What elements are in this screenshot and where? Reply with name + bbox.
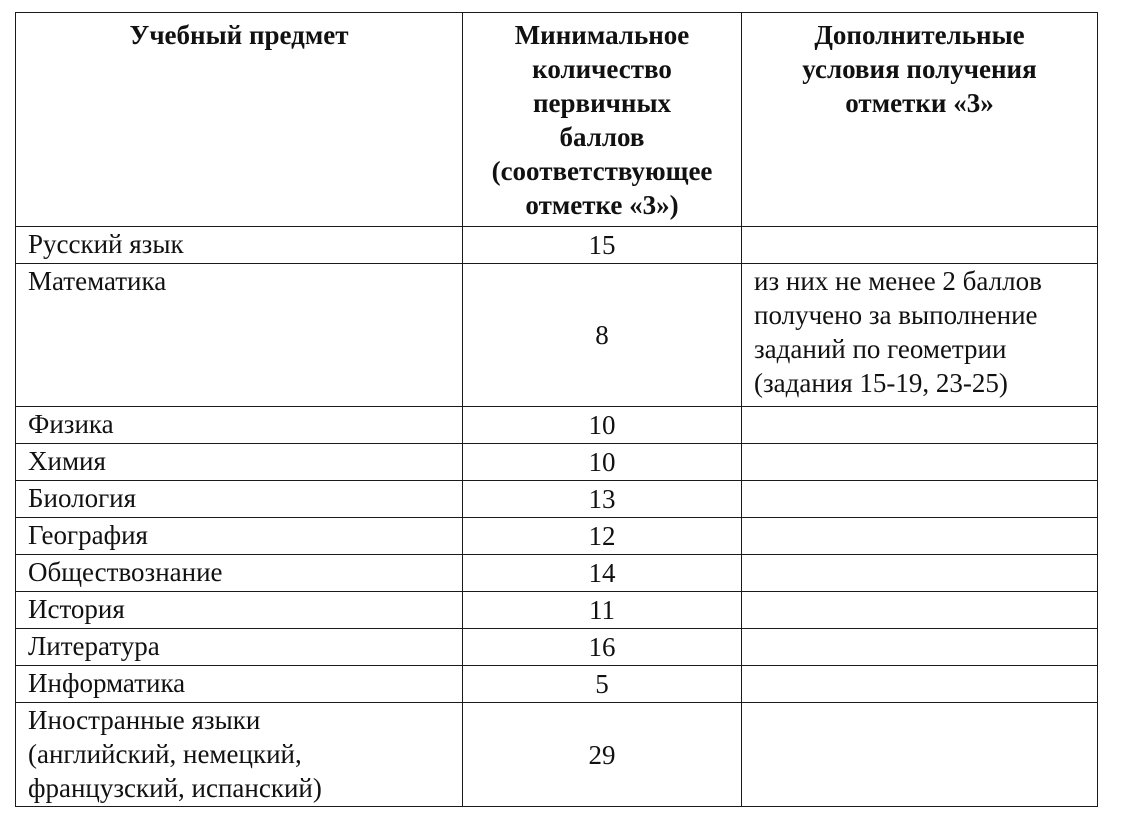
conditions-cell: [742, 518, 1098, 555]
min-score-value: 13: [588, 484, 616, 514]
conditions-cell: [742, 481, 1098, 518]
table-row: [16, 629, 1098, 666]
min-score-value: 29: [588, 739, 616, 770]
subject-name: Иностранные языки: [28, 705, 261, 735]
min-score-value: 14: [588, 558, 616, 588]
subject-name: французский, испанский): [28, 773, 322, 803]
subject-cell: [16, 703, 463, 807]
conditions-cell: [742, 407, 1098, 444]
table-row: [16, 407, 1098, 444]
min-score-value: 11: [589, 595, 615, 625]
table-header: [16, 13, 1098, 227]
subject-name: Физика: [28, 409, 114, 439]
header-min-score-line: отметке «3»): [525, 190, 679, 220]
header-min-score-line: Минимальное: [514, 20, 690, 50]
subject-name: География: [28, 520, 148, 550]
subject-cell: [16, 629, 463, 666]
header-conditions-line: отметки «3»: [845, 88, 994, 118]
subject-cell: [16, 592, 463, 629]
subject-name: (английский, немецкий,: [28, 739, 302, 769]
condition-text: получено за выполнение: [754, 300, 1038, 330]
conditions-cell: [742, 555, 1098, 592]
conditions-cell: [742, 703, 1098, 807]
subject-cell: [16, 666, 463, 703]
min-score-value: 12: [588, 521, 616, 551]
header-conditions-line: Дополнительные: [814, 20, 1025, 50]
min-score-cell: [463, 592, 742, 629]
min-score-cell: [463, 481, 742, 518]
min-score-cell: [463, 555, 742, 592]
table-row: [16, 666, 1098, 703]
condition-text: из них не менее 2 баллов: [754, 266, 1042, 296]
header-min-score-line: (соответствующее: [491, 156, 713, 186]
min-score-value: 16: [588, 632, 616, 662]
table-row: [16, 703, 1098, 807]
conditions-cell: [742, 592, 1098, 629]
grades-table: [15, 12, 1098, 807]
min-score-cell: [463, 444, 742, 481]
subject-cell: [16, 518, 463, 555]
min-score-value: 15: [588, 230, 616, 260]
conditions-cell: [742, 666, 1098, 703]
min-score-cell: [463, 629, 742, 666]
subject-cell: [16, 444, 463, 481]
subject-name: История: [28, 594, 125, 624]
header-min-score-line: первичных: [532, 88, 672, 118]
table-row: [16, 555, 1098, 592]
subject-name: Информатика: [28, 668, 186, 698]
min-score-cell: [463, 518, 742, 555]
header-conditions: [742, 13, 1098, 227]
min-score-value: 10: [588, 447, 616, 477]
subject-cell: [16, 227, 463, 264]
min-score-value: 5: [595, 669, 609, 699]
conditions-cell: [742, 227, 1098, 264]
min-score-cell: [463, 703, 742, 807]
subject-cell: [16, 555, 463, 592]
subject-cell: [16, 481, 463, 518]
subject-cell: [16, 407, 463, 444]
condition-text: заданий по геометрии: [754, 334, 1007, 364]
min-score-cell: [463, 666, 742, 703]
table-row: [16, 592, 1098, 629]
header-min-score-line: количество: [532, 54, 672, 84]
subject-name: Химия: [28, 446, 106, 476]
table-row: [16, 227, 1098, 264]
table-row: [16, 444, 1098, 481]
min-score-cell: [463, 407, 742, 444]
subject-name: Математика: [28, 266, 167, 296]
min-score-cell: [463, 227, 742, 264]
subject-name: Обществознание: [28, 557, 223, 587]
header-conditions-line: условия получения: [802, 54, 1037, 84]
header-subject-label: Учебный предмет: [129, 20, 349, 50]
subject-name: Русский язык: [28, 229, 184, 259]
conditions-cell: [742, 444, 1098, 481]
min-score-value: 10: [588, 410, 616, 440]
subject-cell: [16, 264, 463, 407]
table-row: [16, 518, 1098, 555]
min-score-cell: [463, 264, 742, 407]
condition-text: (задания 15-19, 23-25): [754, 368, 1008, 398]
header-row: [16, 13, 1098, 227]
conditions-cell: [742, 264, 1098, 407]
conditions-cell: [742, 629, 1098, 666]
table-row: [16, 481, 1098, 518]
min-score-value: 8: [595, 320, 609, 350]
table-row: [16, 264, 1098, 407]
table-body: [16, 227, 1098, 807]
header-subject: [16, 13, 463, 227]
subject-name: Биология: [28, 483, 137, 513]
subject-name: Литература: [28, 631, 160, 661]
header-min-score: [463, 13, 742, 227]
header-min-score-line: баллов: [559, 122, 645, 152]
